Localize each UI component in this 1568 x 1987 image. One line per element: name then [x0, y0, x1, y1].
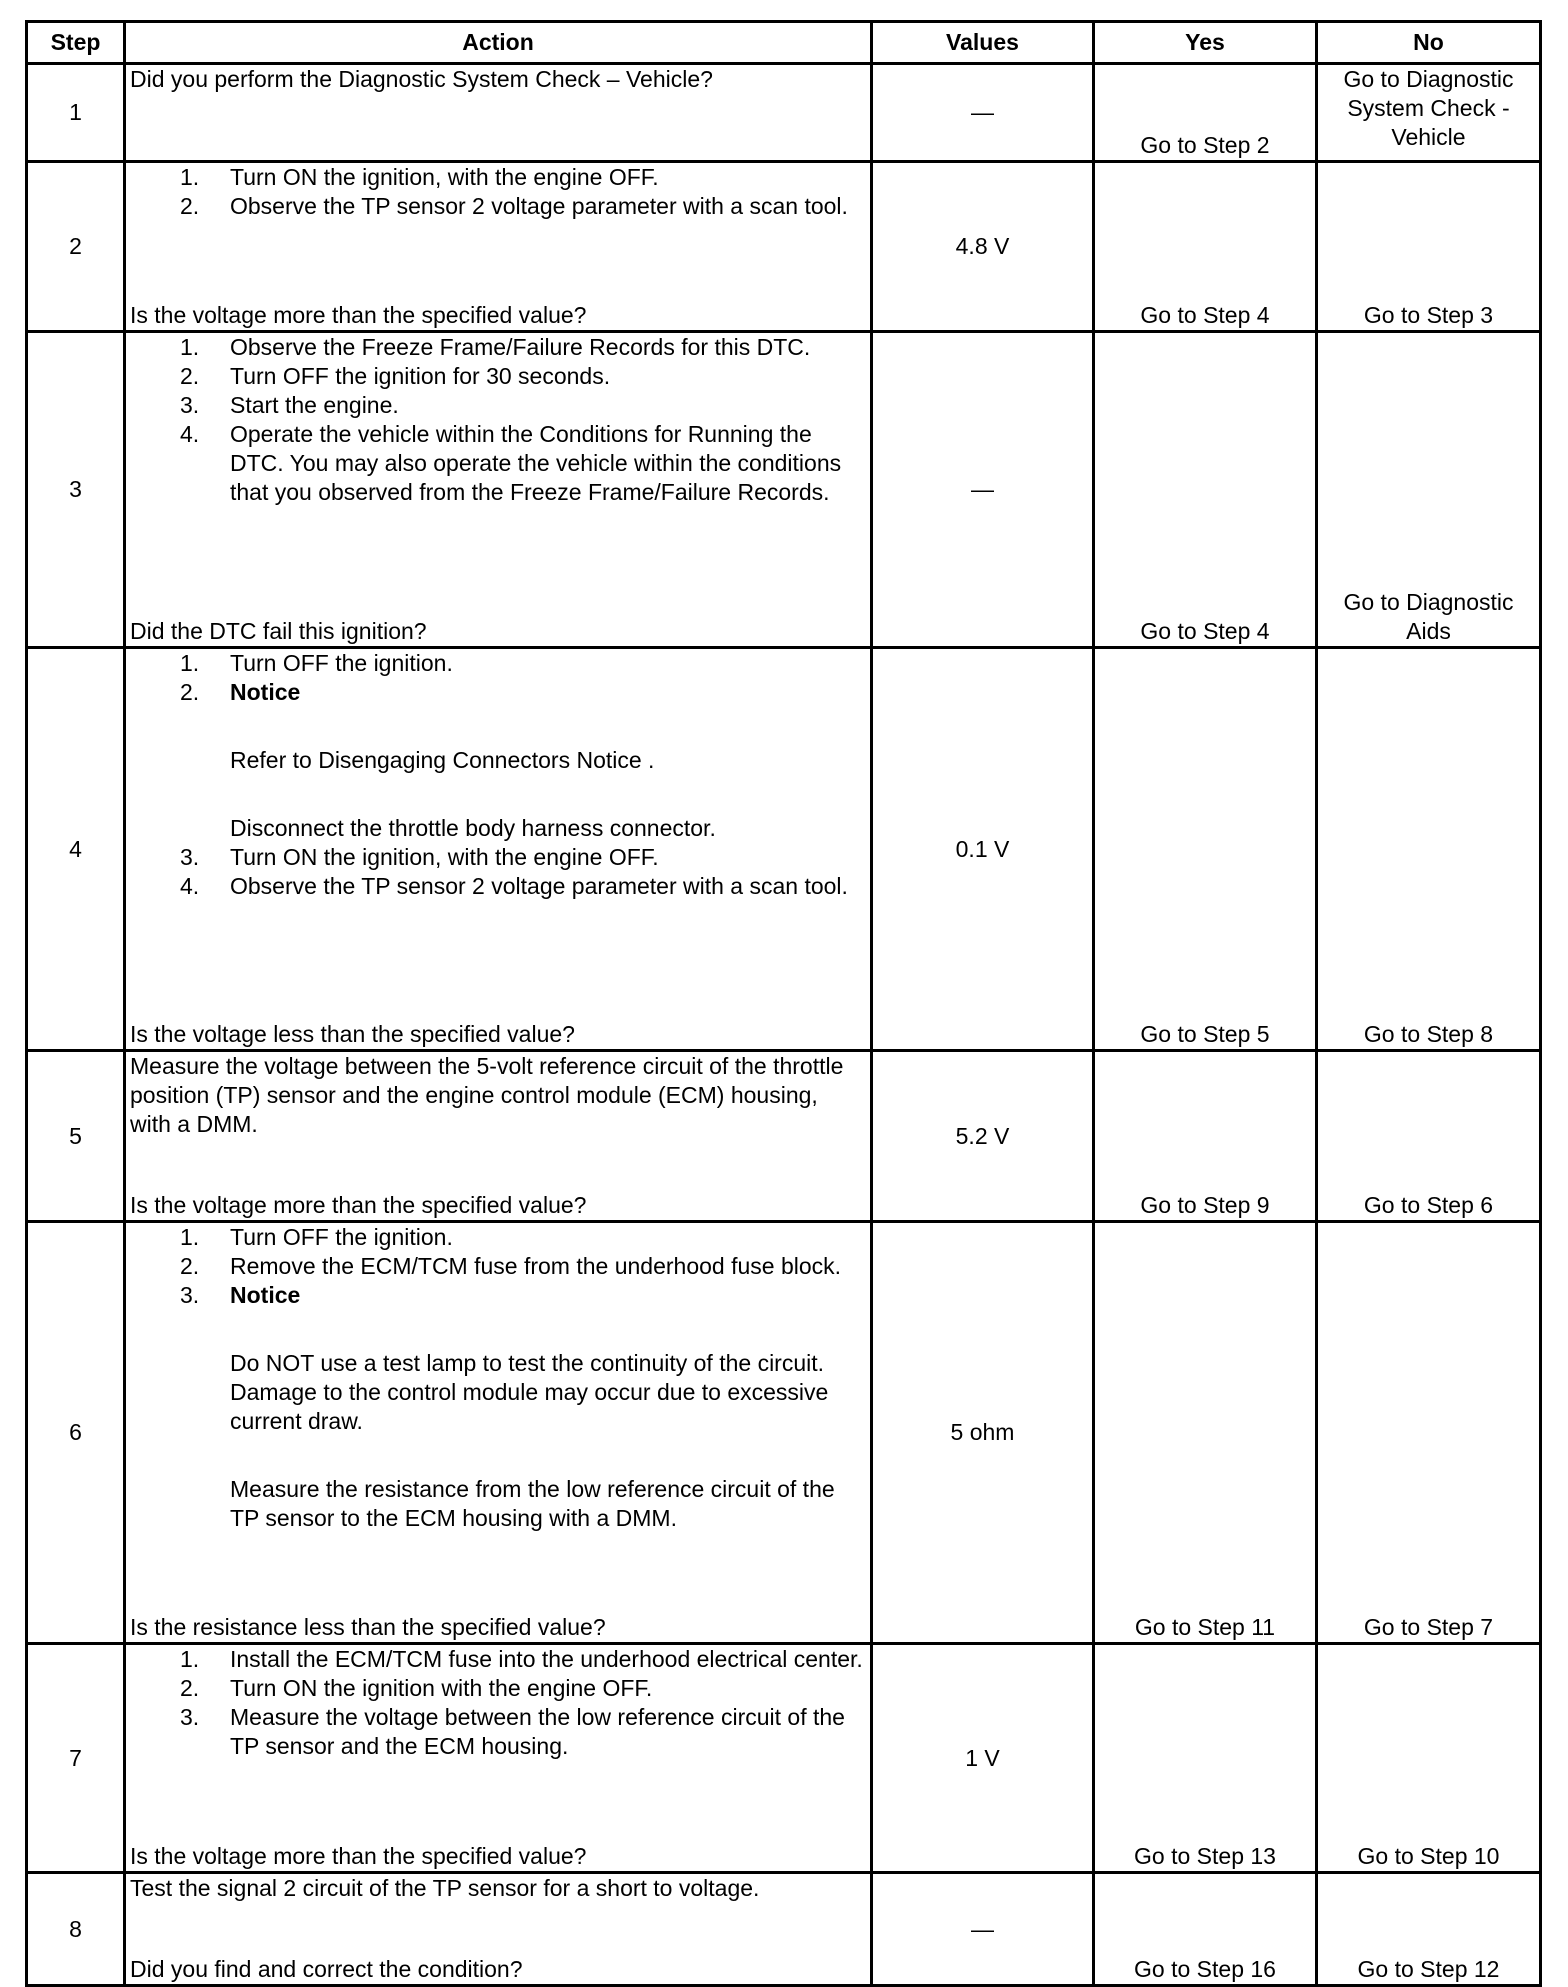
- list-item: 2. Observe the TP sensor 2 voltage parameter with a scan tool.: [180, 193, 848, 219]
- no-cell: Go to Step 12: [1317, 1873, 1541, 1986]
- value-cell: 5.2 V: [872, 1051, 1094, 1222]
- header-step: Step: [27, 22, 125, 64]
- list-item: 1. Turn OFF the ignition.: [180, 650, 453, 676]
- no-cell: Go to Step 6: [1317, 1051, 1541, 1222]
- no-cell: Go to Diagnostic System Check - Vehicle: [1317, 64, 1541, 162]
- value-cell: 0.1 V: [872, 648, 1094, 1051]
- diagnostic-table: [25, 20, 1542, 1987]
- yes-cell: Go to Step 16: [1094, 1873, 1317, 1986]
- step-number: 4: [27, 648, 125, 1051]
- no-cell: Go to Step 3: [1317, 162, 1541, 332]
- question: Is the voltage more than the specified value?: [130, 1192, 587, 1218]
- action-steps: [130, 1223, 864, 1310]
- no-cell: Go to Step 8: [1317, 648, 1541, 1051]
- step-number: 8: [27, 1873, 125, 1986]
- action-steps: [130, 843, 864, 901]
- action-cell: [125, 162, 872, 332]
- question: Is the voltage more than the specified value?: [130, 302, 587, 328]
- no-cell: Go to Diagnostic Aids: [1317, 332, 1541, 648]
- list-item: 1. Install the ECM/TCM fuse into the underhood electrical center.: [180, 1646, 863, 1672]
- notice-action: Disconnect the throttle body harness connector.: [230, 815, 716, 841]
- question: Is the voltage more than the specified value?: [130, 1843, 587, 1869]
- notice-label: Notice: [230, 679, 301, 705]
- yes-cell: Go to Step 2: [1094, 64, 1317, 162]
- notice-label: Notice: [230, 1282, 301, 1308]
- step-number: 5: [27, 1051, 125, 1222]
- list-item: 1. Observe the Freeze Frame/Failure Records for this DTC.: [180, 334, 811, 360]
- yes-cell: Go to Step 11: [1094, 1222, 1317, 1644]
- table-row: [27, 162, 1541, 332]
- action-cell: [125, 64, 872, 162]
- step-number: 6: [27, 1222, 125, 1644]
- action-cell: [125, 332, 872, 648]
- notice-action: Measure the resistance from the low reference circuit of the TP sensor to the ECM housing with a DMM.: [230, 1476, 835, 1531]
- table-row: [27, 1644, 1541, 1873]
- table-row: [27, 1222, 1541, 1644]
- action-steps: [130, 163, 864, 221]
- table-row: [27, 64, 1541, 162]
- list-item: 2. Remove the ECM/TCM fuse from the underhood fuse block.: [180, 1253, 842, 1279]
- action-text: Did you perform the Diagnostic System Check – Vehicle?: [130, 66, 713, 92]
- notice-text: Do NOT use a test lamp to test the continuity of the circuit. Damage to the control module may occur due to excessive current draw.: [230, 1350, 829, 1434]
- table-row: [27, 648, 1541, 1051]
- table-row: [27, 332, 1541, 648]
- list-item: 3. Turn ON the ignition, with the engine OFF.: [180, 844, 659, 870]
- step-number: 7: [27, 1644, 125, 1873]
- header-yes: Yes: [1094, 22, 1317, 64]
- list-item: 2. Turn ON the ignition with the engine OFF.: [180, 1675, 653, 1701]
- table-row: [27, 1051, 1541, 1222]
- question: Is the resistance less than the specified value?: [130, 1614, 606, 1640]
- yes-cell: Go to Step 4: [1094, 162, 1317, 332]
- list-item: 4. Operate the vehicle within the Conditions for Running the DTC. You may also operate the vehicle within the conditions that you observed from the Freeze Frame/Failure Records.: [180, 421, 842, 505]
- value-cell: 4.8 V: [872, 162, 1094, 332]
- list-item: 2. Notice: [180, 679, 301, 705]
- action-cell: [125, 648, 872, 1051]
- yes-cell: Go to Step 4: [1094, 332, 1317, 648]
- list-item: 1. Turn ON the ignition, with the engine OFF.: [180, 164, 659, 190]
- list-item: 3. Start the engine.: [180, 392, 399, 418]
- question: Did you find and correct the condition?: [130, 1956, 523, 1982]
- list-item: 4. Observe the TP sensor 2 voltage parameter with a scan tool.: [180, 873, 848, 899]
- step-number: 2: [27, 162, 125, 332]
- question: Did the DTC fail this ignition?: [130, 618, 427, 644]
- action-cell: [125, 1051, 872, 1222]
- question: Is the voltage less than the specified value?: [130, 1021, 575, 1047]
- value-cell: —: [872, 332, 1094, 648]
- action-text: Test the signal 2 circuit of the TP sensor for a short to voltage.: [130, 1875, 760, 1901]
- table-row: [27, 1873, 1541, 1986]
- header-action: Action: [125, 22, 872, 64]
- value-cell: —: [872, 64, 1094, 162]
- list-item: 3. Measure the voltage between the low reference circuit of the TP sensor and the ECM housing.: [180, 1704, 845, 1759]
- action-steps: [130, 1645, 864, 1761]
- no-cell: Go to Step 7: [1317, 1222, 1541, 1644]
- action-steps: [130, 333, 864, 507]
- header-no: No: [1317, 22, 1541, 64]
- list-item: 1. Turn OFF the ignition.: [180, 1224, 453, 1250]
- value-cell: 1 V: [872, 1644, 1094, 1873]
- action-steps: [130, 649, 864, 707]
- header-values: Values: [872, 22, 1094, 64]
- yes-cell: Go to Step 13: [1094, 1644, 1317, 1873]
- list-item: 2. Turn OFF the ignition for 30 seconds.: [180, 363, 611, 389]
- value-cell: 5 ohm: [872, 1222, 1094, 1644]
- header-row: [27, 22, 1541, 64]
- list-item: 3. Notice: [180, 1282, 301, 1308]
- action-cell: [125, 1873, 872, 1986]
- no-cell: Go to Step 10: [1317, 1644, 1541, 1873]
- yes-cell: Go to Step 9: [1094, 1051, 1317, 1222]
- action-cell: [125, 1222, 872, 1644]
- action-cell: [125, 1644, 872, 1873]
- step-number: 1: [27, 64, 125, 162]
- action-text: Measure the voltage between the 5-volt reference circuit of the throttle position (TP) sensor and the engine control module (ECM) housing, with a DMM.: [130, 1053, 844, 1137]
- notice-text: Refer to Disengaging Connectors Notice .: [230, 747, 655, 773]
- value-cell: —: [872, 1873, 1094, 1986]
- yes-cell: Go to Step 5: [1094, 648, 1317, 1051]
- step-number: 3: [27, 332, 125, 648]
